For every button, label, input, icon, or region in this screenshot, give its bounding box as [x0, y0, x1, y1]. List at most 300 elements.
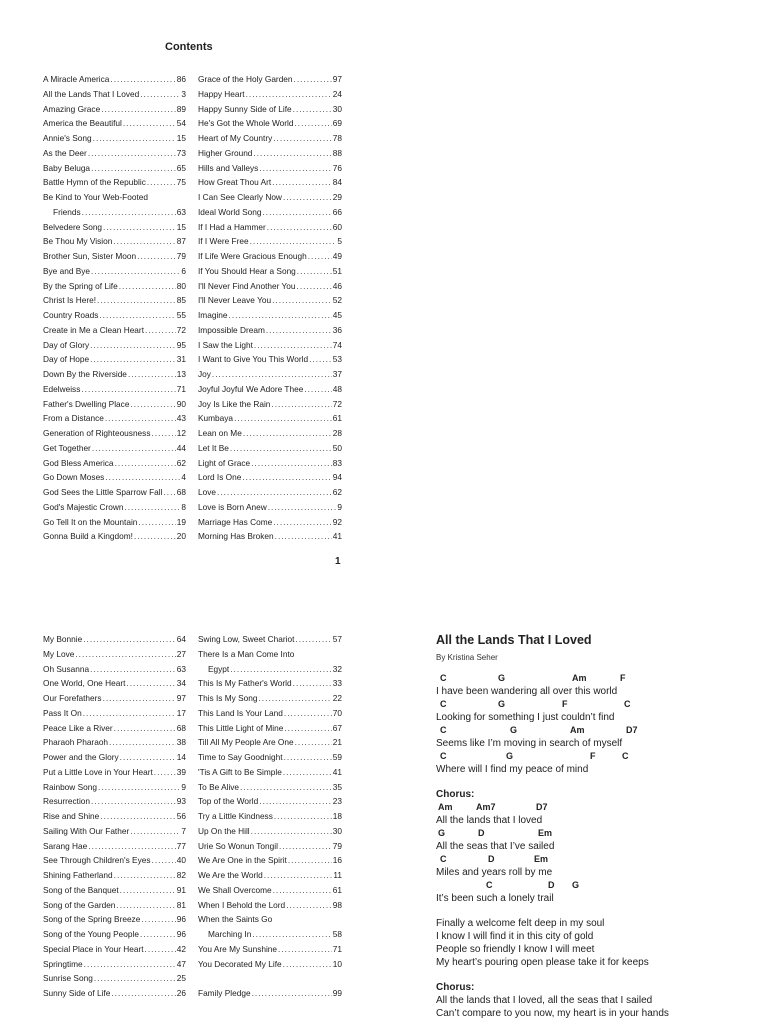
toc-entry — [43, 426, 186, 441]
toc-entry-page: 80 — [176, 280, 186, 291]
chord: D — [548, 880, 555, 890]
toc-entry-title: Up On the Hill — [198, 825, 250, 836]
toc-leader-dots — [90, 662, 176, 677]
toc-leader-dots — [272, 293, 332, 308]
lyric-line: Can’t compare to you now, my heart is in your hands — [436, 1008, 669, 1019]
toc-entry-title: Power and the Glory — [43, 752, 119, 762]
toc-entry — [198, 735, 342, 750]
toc-leader-dots — [293, 676, 332, 691]
toc-entry-page: 88 — [332, 147, 342, 158]
toc-entry-title: When the Saints Go — [198, 914, 273, 925]
toc-entry-page: 17 — [176, 707, 186, 718]
toc-entry-page: 16 — [332, 855, 342, 866]
toc-entry-title: 'Tis A Gift to Be Simple — [198, 766, 282, 777]
toc-entry-page: 46 — [332, 280, 342, 291]
toc-leader-dots — [250, 234, 337, 249]
toc-leader-dots — [116, 898, 175, 913]
contents-title: Contents — [165, 41, 213, 53]
toc-entry-title: If Life Were Gracious Enough — [198, 251, 307, 261]
toc-entry-page: 89 — [176, 103, 186, 114]
chord: C — [486, 880, 493, 890]
toc-entry — [198, 809, 342, 824]
toc-entry-title: You Decorated My Life — [198, 958, 282, 969]
stanza-gap — [436, 776, 756, 788]
toc-entry — [198, 794, 342, 809]
toc-entry-page: 70 — [332, 707, 342, 718]
toc-entry-title: Rainbow Song — [43, 781, 97, 792]
toc-entry-title: As the Deer — [43, 147, 87, 158]
toc-entry-title: Belvedere Song — [43, 221, 103, 232]
toc-leader-dots — [91, 794, 176, 809]
toc-entry-page: 78 — [332, 133, 342, 143]
chord-row — [436, 724, 756, 737]
toc-leader-dots — [98, 780, 180, 795]
toc-leader-dots — [110, 72, 175, 87]
toc-column-right-page2 — [198, 632, 342, 1001]
toc-entry — [198, 146, 342, 161]
toc-entry-page: 93 — [176, 796, 186, 807]
toc-entry-title: Brother Sun, Sister Moon — [43, 251, 137, 261]
toc-column-left-page2 — [43, 632, 186, 1001]
chord: D — [488, 854, 495, 864]
toc-entry-title: Higher Ground — [198, 147, 253, 158]
toc-entry-title: Ideal World Song — [198, 206, 262, 217]
toc-entry-page: 3 — [181, 88, 186, 99]
chord: Am — [570, 725, 585, 735]
toc-entry-page: 95 — [176, 339, 186, 350]
toc-entry-page: 45 — [332, 310, 342, 320]
toc-entry — [198, 780, 342, 795]
toc-entry-page: 62 — [332, 487, 342, 497]
toc-entry-title: Impossible Dream — [198, 324, 265, 335]
toc-entry-page: 25 — [176, 973, 186, 984]
toc-entry-title: Christ Is Here! — [43, 295, 97, 306]
toc-leader-dots — [105, 470, 180, 485]
toc-entry-page: 12 — [176, 428, 186, 438]
toc-entry-title: If I Were Free — [198, 236, 249, 247]
toc-leader-dots — [283, 957, 332, 972]
toc-entry — [43, 839, 186, 854]
toc-leader-dots — [140, 927, 176, 942]
toc-entry-page: 63 — [176, 663, 186, 674]
toc-leader-dots — [243, 426, 332, 441]
toc-entry — [198, 161, 342, 176]
toc-entry — [198, 883, 342, 898]
toc-entry-title: You Are My Sunshine — [198, 943, 278, 954]
toc-entry — [43, 234, 186, 249]
toc-entry — [43, 146, 186, 161]
lyric-line: Miles and years roll by me — [436, 867, 553, 878]
toc-entry — [198, 721, 342, 736]
chord: F — [562, 699, 568, 709]
chord: F — [590, 751, 596, 761]
toc-leader-dots — [92, 441, 176, 456]
toc-leader-dots — [114, 721, 176, 736]
toc-entry — [43, 116, 186, 131]
toc-entry — [198, 175, 342, 190]
toc-entry — [43, 957, 186, 972]
toc-entry-page: 26 — [176, 988, 186, 998]
chord: G — [506, 751, 514, 761]
toc-entry-title: Edelweiss — [43, 383, 81, 394]
toc-entry — [198, 676, 342, 691]
toc-leader-dots — [252, 927, 331, 942]
toc-entry — [198, 500, 342, 515]
toc-leader-dots — [147, 175, 176, 190]
toc-entry — [43, 662, 186, 677]
lyric-line: Seems like I’m moving in search of myself — [436, 738, 623, 749]
toc-entry-title: We Are One in the Spirit — [198, 855, 287, 866]
toc-leader-dots — [258, 691, 331, 706]
toc-leader-dots — [217, 485, 332, 500]
toc-entry — [43, 750, 186, 765]
toc-entry-page: 60 — [332, 221, 342, 232]
toc-entry-title: Battle Hymn of the Republic — [43, 177, 146, 188]
toc-entry — [198, 382, 342, 397]
toc-entry — [43, 868, 186, 883]
toc-entry — [198, 441, 342, 456]
toc-entry — [43, 898, 186, 913]
toc-entry — [198, 765, 342, 780]
toc-leader-dots — [151, 426, 175, 441]
toc-entry-title: Peace Like a River — [43, 722, 113, 733]
toc-entry-page: 48 — [332, 383, 342, 394]
toc-entry — [198, 470, 342, 485]
toc-entry-page: 97 — [332, 74, 342, 84]
toc-entry-page: 85 — [176, 295, 186, 306]
toc-entry-title: Joy Is Like the Rain — [198, 398, 271, 409]
toc-entry-title: Joyful Joyful We Adore Thee — [198, 383, 304, 394]
toc-entry — [198, 323, 342, 338]
toc-entry-page: 11 — [333, 870, 342, 880]
toc-leader-dots — [82, 205, 176, 220]
toc-entry-page: 15 — [176, 133, 186, 143]
toc-entry-page: 40 — [176, 855, 186, 866]
toc-entry-title: Lord Is One — [198, 472, 242, 483]
toc-leader-dots — [308, 249, 332, 264]
chord: C — [624, 699, 631, 709]
toc-leader-dots — [263, 205, 332, 220]
toc-entry — [43, 308, 186, 323]
toc-entry-page: 19 — [176, 516, 186, 527]
toc-entry — [198, 293, 342, 308]
toc-entry-title: Generation of Righteousness — [43, 428, 151, 438]
toc-entry — [43, 632, 186, 647]
toc-entry-page: 30 — [332, 825, 342, 836]
toc-leader-dots — [278, 942, 332, 957]
toc-entry-title: Light of Grace — [198, 457, 251, 468]
chord: C — [440, 699, 447, 709]
toc-entry-title: How Great Thou Art — [198, 177, 272, 188]
chord: C — [440, 751, 447, 761]
chord: F — [620, 673, 626, 683]
toc-entry — [43, 986, 186, 1001]
toc-leader-dots — [145, 942, 176, 957]
toc-entry — [43, 411, 186, 426]
toc-entry-title: Our Forefathers — [43, 693, 102, 703]
toc-entry-title: This Is My Song — [198, 693, 258, 703]
lyric-line: People so friendly I know I will meet — [436, 944, 595, 955]
toc-leader-dots — [284, 721, 331, 736]
toc-entry — [43, 323, 186, 338]
toc-leader-dots — [294, 72, 332, 87]
toc-leader-dots — [145, 323, 176, 338]
chord: Em — [534, 854, 549, 864]
toc-entry — [43, 470, 186, 485]
toc-entry-page: 50 — [332, 442, 342, 453]
toc-leader-dots — [297, 279, 332, 294]
toc-entry — [43, 397, 186, 412]
chord: C — [440, 673, 447, 683]
toc-leader-dots — [297, 264, 332, 279]
toc-entry-page: 98 — [332, 899, 342, 910]
chorus-label: Chorus: — [436, 982, 475, 993]
toc-entry-title: I'll Never Leave You — [198, 295, 272, 306]
toc-entry-title: Shining Fatherland — [43, 870, 113, 880]
toc-entry — [198, 647, 342, 662]
toc-column-left — [43, 72, 186, 544]
toc-entry-title: Down By the Riverside — [43, 369, 127, 379]
toc-leader-dots — [273, 883, 332, 898]
toc-entry — [198, 279, 342, 294]
toc-entry-page: 57 — [332, 634, 342, 644]
toc-entry-page: 54 — [176, 118, 186, 129]
toc-entry-page: 52 — [332, 295, 342, 306]
toc-entry — [43, 190, 186, 205]
chorus-label: Chorus: — [436, 789, 475, 800]
toc-entry-title: God Bless America — [43, 457, 114, 468]
toc-entry — [198, 205, 342, 220]
toc-leader-dots — [295, 735, 332, 750]
toc-entry-title: Sunrise Song — [43, 973, 93, 984]
toc-entry-page: 39 — [176, 766, 186, 777]
toc-entry-title: Family Pledge — [198, 988, 251, 998]
toc-entry-title: Sarang Hae — [43, 840, 88, 851]
toc-leader-dots — [273, 515, 332, 530]
lyric-line: All the seas that I’ve sailed — [436, 841, 555, 852]
chord-row — [436, 827, 756, 840]
toc-entry-page: 82 — [176, 870, 186, 880]
toc-leader-dots — [140, 87, 180, 102]
toc-entry-title: This Little Light of Mine — [198, 722, 284, 733]
toc-entry — [43, 691, 186, 706]
toc-entry — [43, 735, 186, 750]
chord-row — [436, 879, 756, 892]
toc-leader-dots — [252, 986, 332, 1001]
toc-entry — [43, 883, 186, 898]
toc-entry — [198, 411, 342, 426]
toc-entry-title: Country Roads — [43, 310, 99, 320]
toc-entry-page: 44 — [176, 442, 186, 453]
toc-entry-page: 71 — [332, 943, 342, 954]
toc-entry — [198, 485, 342, 500]
toc-entry-page: 73 — [176, 147, 186, 158]
toc-leader-dots — [88, 146, 176, 161]
toc-leader-dots — [154, 765, 176, 780]
toc-entry-title: Grace of the Holy Garden — [198, 74, 293, 84]
toc-entry — [43, 175, 186, 190]
toc-column-right — [198, 72, 342, 544]
toc-entry-page: 30 — [332, 103, 342, 114]
toc-entry-title: Be Kind to Your Web-Footed — [43, 192, 149, 202]
toc-entry — [198, 220, 342, 235]
toc-entry-page: 94 — [332, 472, 342, 483]
toc-entry-page: 79 — [332, 840, 342, 851]
toc-entry — [198, 87, 342, 102]
lyric-line: Where will I find my peace of mind — [436, 764, 589, 775]
toc-entry-title: Create in Me a Clean Heart — [43, 324, 144, 335]
stanza-gap — [436, 905, 756, 917]
toc-leader-dots — [295, 116, 332, 131]
toc-leader-dots — [111, 986, 175, 1001]
toc-leader-dots — [163, 485, 175, 500]
lyric-line: I have been wandering all over this world — [436, 686, 618, 697]
toc-entry-page: 22 — [332, 693, 342, 703]
toc-entry-title: My Love — [43, 648, 75, 659]
toc-leader-dots — [283, 190, 332, 205]
toc-entry — [198, 234, 342, 249]
toc-entry — [198, 456, 342, 471]
toc-entry-title: By the Spring of Life — [43, 280, 118, 291]
toc-entry-page: 68 — [176, 722, 186, 733]
toc-leader-dots — [130, 397, 175, 412]
chord: Am — [572, 673, 587, 683]
toc-entry-page: 27 — [176, 648, 186, 659]
toc-entry — [43, 102, 186, 117]
toc-entry — [43, 706, 186, 721]
toc-entry — [198, 338, 342, 353]
toc-leader-dots — [88, 839, 175, 854]
lyric-line: All the lands that I loved — [436, 815, 543, 826]
toc-entry-page: 24 — [332, 88, 342, 99]
toc-entry-title: A Miracle America — [43, 74, 110, 84]
toc-leader-dots — [251, 824, 332, 839]
toc-leader-dots — [246, 87, 332, 102]
toc-entry-title: Joy — [198, 369, 211, 379]
toc-entry-title: Get Together — [43, 442, 91, 453]
toc-leader-dots — [284, 750, 332, 765]
toc-entry-page: 13 — [176, 369, 186, 379]
toc-leader-dots — [268, 500, 337, 515]
toc-entry-title: Let It Be — [198, 442, 229, 453]
toc-leader-dots — [114, 868, 176, 883]
toc-leader-dots — [273, 131, 332, 146]
toc-entry — [43, 293, 186, 308]
chord: G — [510, 725, 518, 735]
toc-entry-title: Lean on Me — [198, 428, 242, 438]
toc-leader-dots — [134, 529, 176, 544]
chord: G — [498, 673, 506, 683]
toc-entry-page: 6 — [181, 265, 186, 276]
toc-entry — [198, 706, 342, 721]
toc-entry — [43, 942, 186, 957]
chord: G — [572, 880, 580, 890]
toc-entry-page: 32 — [332, 663, 342, 674]
toc-entry-title: If You Should Hear a Song — [198, 265, 296, 276]
toc-entry-page: 74 — [332, 339, 342, 350]
chord: G — [498, 699, 506, 709]
chord: C — [440, 854, 447, 864]
toc-entry-page: 66 — [332, 206, 342, 217]
toc-entry — [198, 515, 342, 530]
chord: D7 — [536, 802, 548, 812]
toc-leader-dots — [124, 500, 180, 515]
toc-leader-dots — [123, 116, 176, 131]
toc-entry — [198, 249, 342, 264]
toc-entry-page: 90 — [176, 398, 186, 409]
toc-entry-page: 56 — [176, 811, 186, 821]
toc-entry-title: Imagine — [198, 310, 228, 320]
chord-row — [436, 750, 756, 763]
toc-entry — [198, 824, 342, 839]
toc-entry — [43, 382, 186, 397]
toc-leader-dots — [83, 706, 176, 721]
toc-entry-title: Sunny Side of Life — [43, 988, 111, 998]
song-title: All the Lands That I Loved — [436, 633, 592, 647]
toc-entry — [198, 308, 342, 323]
toc-entry-title: Day of Glory — [43, 339, 90, 350]
toc-entry-page: 84 — [332, 177, 342, 188]
toc-entry-page: 72 — [332, 398, 342, 409]
toc-entry-title: Till All My People Are One — [198, 737, 294, 748]
toc-entry-title: Love — [198, 487, 216, 497]
toc-entry-title: Go Tell It on the Mountain — [43, 516, 138, 527]
toc-entry-page: 34 — [176, 678, 186, 689]
toc-leader-dots — [103, 691, 176, 706]
toc-entry-page: 37 — [332, 369, 342, 379]
toc-entry — [43, 824, 186, 839]
lyric-line: My heart’s pouring open please take it for keeps — [436, 957, 649, 968]
toc-leader-dots — [99, 308, 175, 323]
toc-entry-title: Urie So Wonun Tongil — [198, 840, 278, 851]
toc-entry-page: 76 — [332, 162, 342, 173]
toc-entry — [43, 220, 186, 235]
toc-leader-dots — [309, 352, 332, 367]
toc-entry — [198, 632, 342, 647]
toc-entry — [198, 853, 342, 868]
toc-entry — [198, 898, 342, 913]
toc-entry-title: He's Got the Whole World — [198, 118, 294, 129]
toc-leader-dots — [101, 102, 176, 117]
toc-entry-page: 65 — [176, 162, 186, 173]
toc-entry — [198, 102, 342, 117]
toc-entry — [198, 986, 342, 1001]
toc-entry-page: 53 — [332, 354, 342, 365]
toc-entry-page: 35 — [332, 781, 342, 792]
toc-leader-dots — [212, 367, 332, 382]
toc-entry-title: God Sees the Little Sparrow Fall — [43, 487, 163, 497]
toc-leader-dots — [283, 765, 332, 780]
toc-entry-page: 9 — [337, 501, 342, 512]
toc-leader-dots — [254, 338, 332, 353]
toc-entry-title: Try a Little Kindness — [198, 811, 273, 821]
toc-entry-title: I Want to Give You This World — [198, 354, 309, 365]
toc-entry-title: If I Had a Hammer — [198, 221, 266, 232]
lyric-line: Looking for something I just couldn’t find — [436, 712, 615, 723]
toc-entry-page: 7 — [181, 825, 186, 836]
toc-leader-dots — [103, 220, 176, 235]
toc-entry-title: See Through Children's Eyes — [43, 855, 151, 866]
toc-leader-dots — [138, 515, 175, 530]
toc-entry-page: 77 — [176, 840, 186, 851]
stanza-gap — [436, 969, 756, 981]
toc-leader-dots — [109, 735, 176, 750]
chord: C — [622, 751, 629, 761]
toc-entry — [43, 441, 186, 456]
toc-entry-page: 18 — [332, 811, 342, 821]
toc-entry-page: 28 — [332, 428, 342, 438]
toc-entry-title: Oh Susanna — [43, 663, 90, 674]
